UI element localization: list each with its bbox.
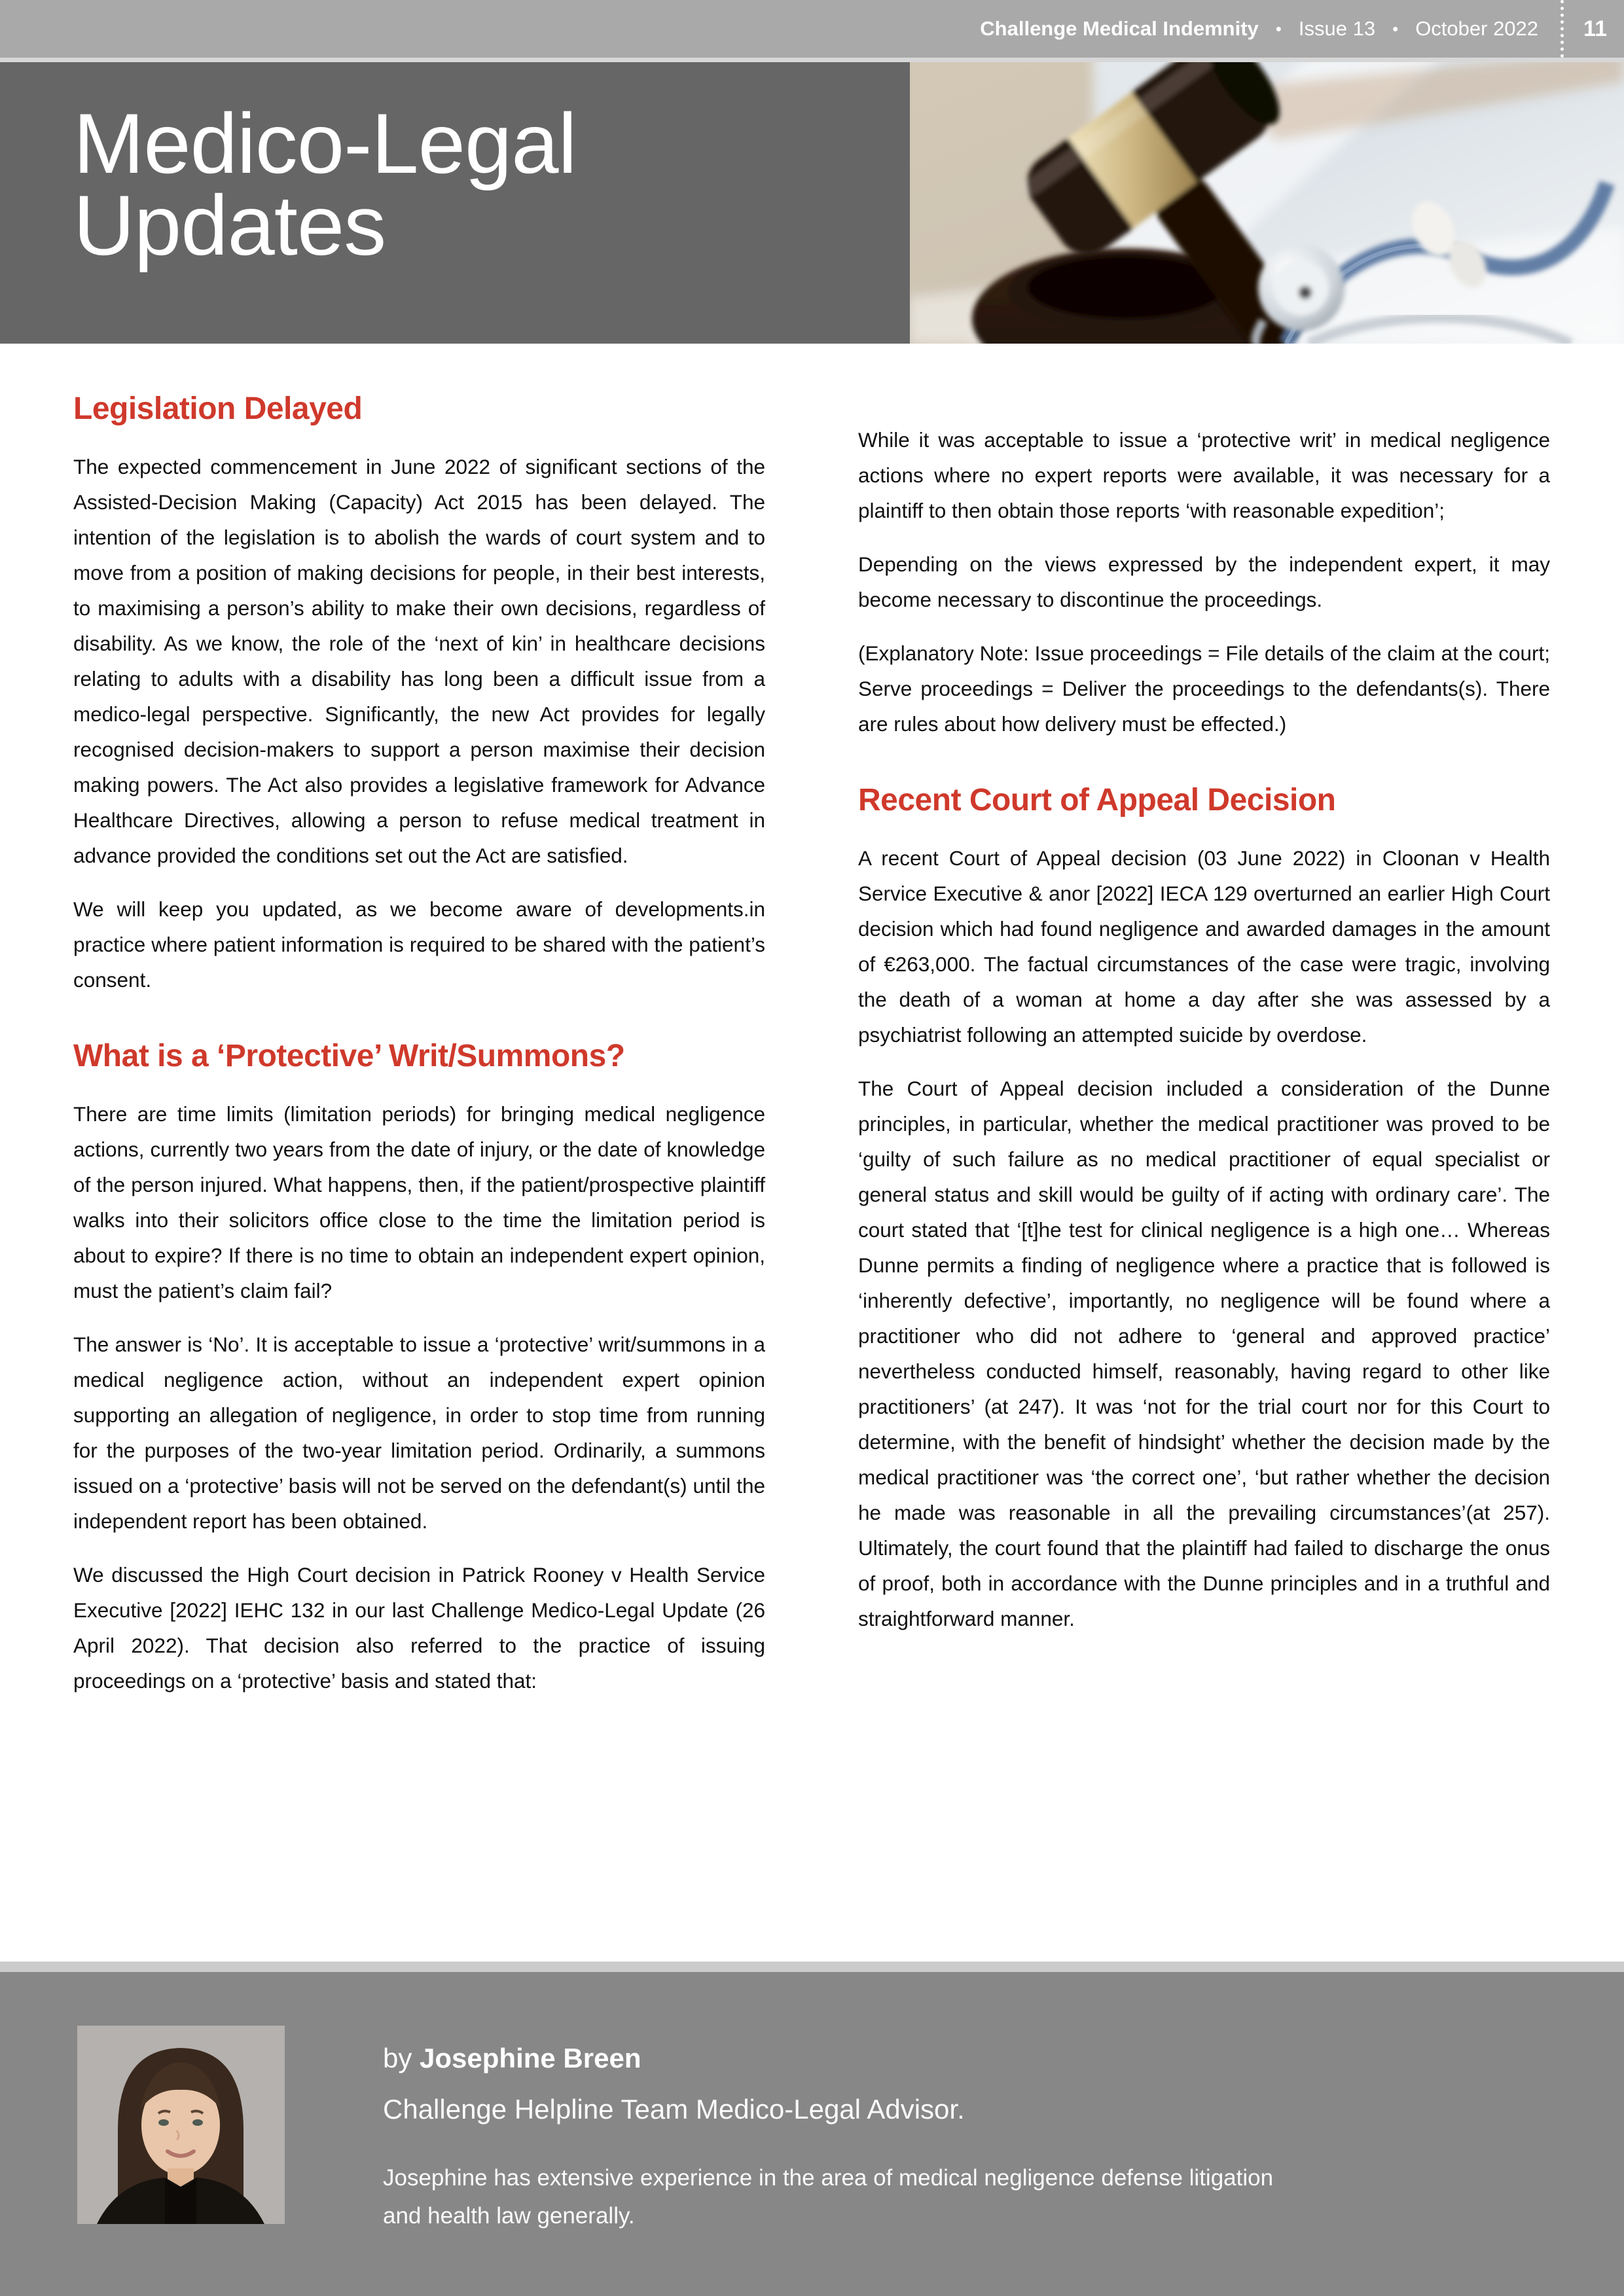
author-photo	[77, 2026, 285, 2224]
issue-date: October 2022	[1415, 17, 1539, 40]
page-header	[0, 0, 1624, 58]
paragraph: Depending on the views expressed by the independent expert, it may become necessary to discontinue the proceedings.	[858, 552, 1550, 611]
author-name: Josephine Breen	[420, 2043, 641, 2073]
author-info	[383, 2043, 1273, 2235]
header-separator	[0, 58, 1624, 62]
paragraph: A recent Court of Appeal decision (03 June 2022) in Cloonan v Health Service Executive & anor [2022] IECA 129 overturned an earlier High Court decision which had found negligence and awarded damages in the amount of €263,000. The factual circumstances of the case were tragic, involving the death of a woman at home a day after she was assessed by a psychiatrist following an attempted suicide by overdose.	[858, 846, 1550, 1047]
paragraph: The expected commencement in June 2022 of significant sections of the Assisted-Decision Making (Capacity) Act 2015 has been delayed. The intention of the legislation is to abolish the wards of court system and to move from a position of making decisions for people, in their best interests, to maximising a person’s ability to make their own decisions, regardless of disability. As we know, the role of the ‘next of kin’ in healthcare decisions relating to adults with a disability has long been a difficult issue from a medico-legal perspective. Significantly, the new Act provides for legally recognised decision-makers to support a person maximise their decision making powers. The Act also provides a legislative framework for Advance Healthcare Directives, allowing a person to refuse medical treatment in advance provided the conditions set out the Act are satisfied.	[73, 455, 765, 867]
dotted-divider	[1561, 0, 1564, 58]
left-column	[73, 344, 765, 1717]
article-body	[0, 344, 1624, 1717]
paragraph: The answer is ‘No’. It is acceptable to issue a ‘protective’ writ/summons in a medical negligence action, without an independent expert opinion supporting an allegation of negligence, in order to stop time from running for the purposes of the two-year limitation period. Ordinarily, a summons issued on a ‘protective’ basis will not be served on the defendant(s) until the independent report has been obtained.	[73, 1333, 765, 1533]
paragraph: We discussed the High Court decision in Patrick Rooney v Health Service Executive [2022] IEHC 132 in our last Challenge Medico-Legal Update (26 April 2022). That decision also referred to the practice of issuing proceedings on a ‘protective’ basis and stated that:	[73, 1563, 765, 1693]
byline	[383, 2043, 1273, 2074]
paragraph: While it was acceptable to issue a ‘protective writ’ in medical negligence actions where no expert reports were available, it was necessary for a plaintiff to then obtain those reports ‘with reasonable expedition’;	[858, 428, 1550, 522]
gavel-stethoscope-photo	[910, 62, 1624, 344]
bullet-separator-icon: •	[1392, 18, 1399, 39]
section-heading-court-of-appeal: Recent Court of Appeal Decision	[858, 783, 1336, 817]
author-footer	[0, 1972, 1624, 2296]
page-number: 11	[1583, 16, 1607, 41]
section-heading-legislation-delayed: Legislation Delayed	[73, 391, 363, 426]
author-bio-line1: Josephine has extensive experience in the area of medical negligence defense litigation	[383, 2165, 1274, 2191]
publication-title: Challenge Medical Indemnity	[980, 17, 1259, 40]
issue-label: Issue 13	[1298, 17, 1376, 40]
paragraph: (Explanatory Note: Issue proceedings = File details of the claim at the court; Serve proceedings = Deliver the proceedings to the defendants(s). There are rules about how delivery must be effected.)	[858, 641, 1550, 736]
paragraph: The Court of Appeal decision included a consideration of the Dunne principles, in particular, whether the medical practitioner was proved to be ‘guilty of such failure as no medical practitioner of equal specialist or general status and skill would be guilty of if acting with ordinary care’. The court stated that ‘[t]he test for clinical negligence is a high one… Whereas Dunne permits a finding of negligence where a practice that is followed is ‘inherently defective’, importantly, no negligence will be found where a practitioner who did not adhere to ‘general and approved practice’ nevertheless conducted himself, reasonably, having regard to other like practitioners’ (at 247). It was ‘not for the trial court nor for this Court to determine, with the benefit of hindsight’ whether the decision made by the medical practitioner was ‘the correct one’, ‘but rather whether the decision he made was reasonable in all the prevailing circumstances’(at 257). Ultimately, the court found that the plaintiff had failed to discharge the onus of proof, both in accordance with the Dunne principles and in a truthful and straightforward manner.	[858, 1077, 1550, 1630]
author-bio-line2: and health law generally.	[383, 2203, 635, 2229]
author-bio	[383, 2159, 1273, 2235]
footer-separator	[0, 1962, 1624, 1972]
page-title	[73, 96, 577, 273]
author-role: Challenge Helpline Team Medico-Legal Advisor.	[383, 2094, 965, 2125]
section-heading-protective-writ: What is a ‘Protective’ Writ/Summons?	[73, 1039, 625, 1073]
right-column	[858, 344, 1550, 1717]
byline-prefix: by	[383, 2043, 420, 2073]
title-banner	[0, 62, 1624, 344]
page-title-line2: Updates	[73, 177, 386, 273]
page-title-line1: Medico-Legal	[73, 96, 577, 191]
bullet-separator-icon: •	[1275, 18, 1282, 39]
paragraph: There are time limits (limitation periods) for bringing medical negligence actions, currently two years from the date of injury, or the date of knowledge of the person injured. What happens, then, if the patient/prospective plaintiff walks into their solicitors office close to the time the limitation period is about to expire? If there is no time to obtain an independent expert opinion, must the patient’s claim fail?	[73, 1102, 765, 1302]
paragraph: We will keep you updated, as we become aware of developments.in practice where patient information is required to be shared with the patient’s consent.	[73, 897, 765, 992]
